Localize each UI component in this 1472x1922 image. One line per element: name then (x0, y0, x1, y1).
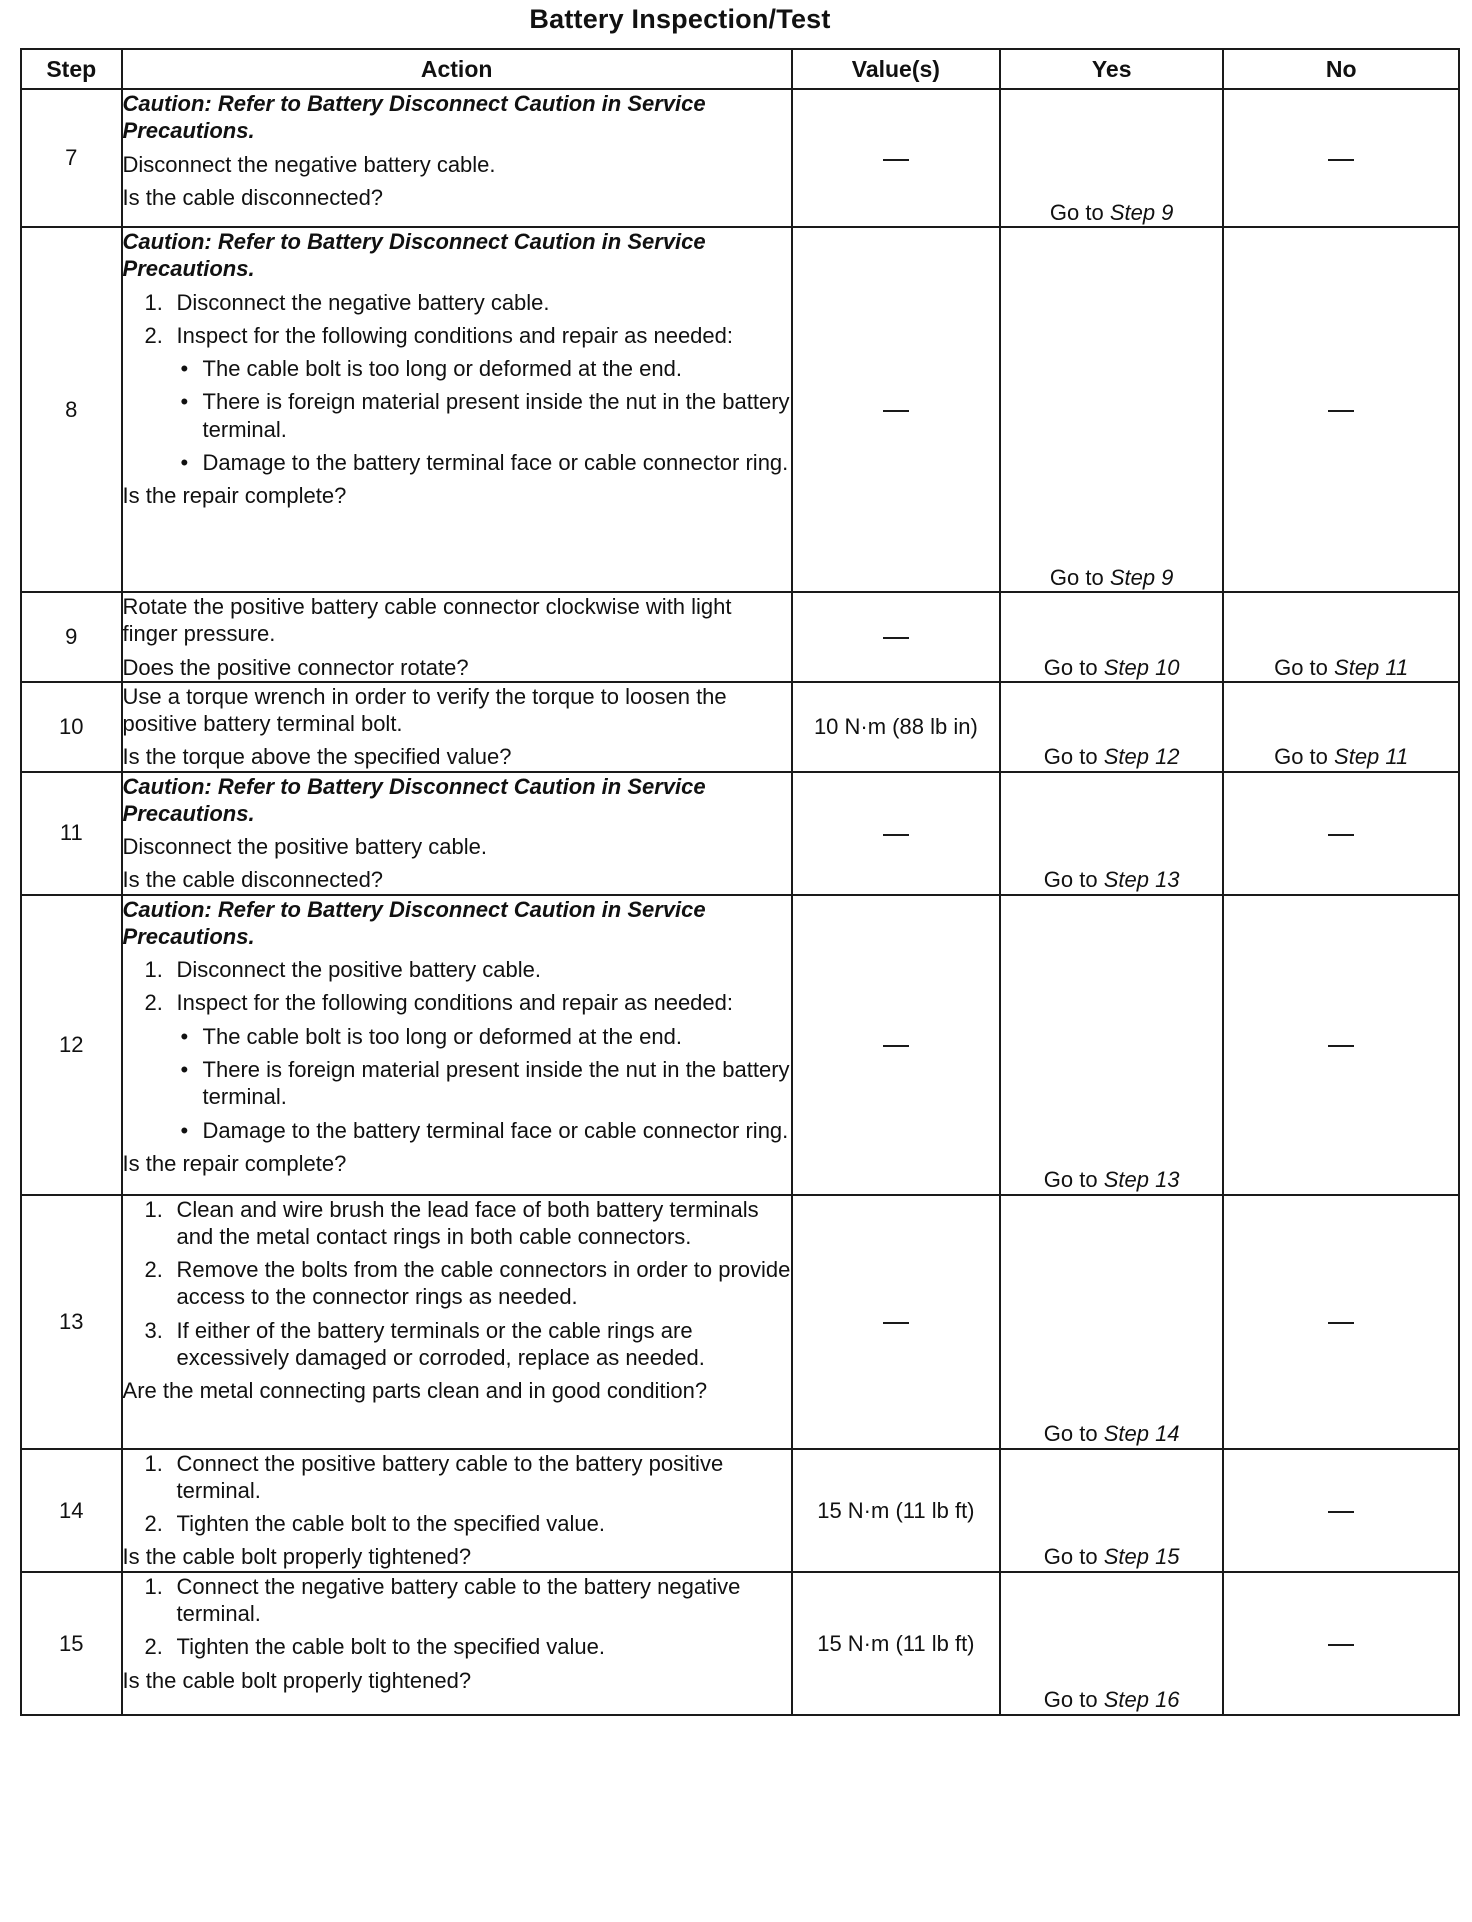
bullet-text: There is foreign material present inside the nut in the battery terminal. (202, 389, 790, 442)
no-cell (1223, 89, 1459, 227)
bullet-marker: • (180, 389, 189, 415)
caution-note: Caution: Refer to Battery Disconnect Caution in Service Precautions. (122, 773, 706, 826)
value-cell (792, 895, 1000, 1195)
yes-goto (1044, 1544, 1180, 1569)
goto-step-ref: Step 11 (1334, 654, 1409, 680)
value-cell (792, 682, 1000, 772)
action-cell (122, 682, 792, 772)
spec-value: 15 N·m (11 lb ft) (817, 1630, 975, 1656)
question-text: Is the torque above the specified value? (122, 744, 512, 770)
value-cell (792, 227, 1000, 592)
value-dash (883, 410, 909, 412)
item-text: Connect the negative battery cable to the battery negative terminal. (176, 1573, 741, 1626)
numbered-item (145, 322, 791, 349)
item-text: Inspect for the following conditions and repair as needed: (176, 990, 733, 1016)
table-row (21, 1572, 1459, 1715)
action-cell (122, 1449, 792, 1572)
item-text: Disconnect the positive battery cable. (176, 957, 541, 983)
step-number: 9 (21, 592, 122, 682)
goto-step-ref: Step 13 (1103, 1167, 1180, 1193)
item-text: Tighten the cable bolt to the specified value. (176, 1511, 605, 1537)
goto-step-ref: Step 15 (1103, 1544, 1180, 1570)
column-header-no: No (1223, 49, 1459, 89)
bullet-item (181, 1023, 791, 1050)
bullet-marker: • (180, 356, 189, 382)
no-cell (1223, 772, 1459, 895)
no-dash (1328, 410, 1354, 412)
value-dash (883, 637, 909, 639)
goto-prefix: Go to (1043, 1687, 1098, 1713)
question-text: Does the positive connector rotate? (122, 654, 469, 680)
yes-cell (1000, 1449, 1223, 1572)
action-cell (122, 227, 792, 592)
step-number: 12 (21, 895, 122, 1195)
step-number: 8 (21, 227, 122, 592)
caution-note: Caution: Refer to Battery Disconnect Caution in Service Precautions. (122, 91, 706, 144)
item-number: 3. (144, 1317, 163, 1343)
no-dash (1328, 159, 1354, 161)
yes-goto (1044, 1421, 1180, 1446)
no-goto (1274, 744, 1408, 769)
numbered-item (145, 956, 791, 983)
action-cell (122, 772, 792, 895)
yes-cell (1000, 1572, 1223, 1715)
table-row (21, 772, 1459, 895)
yes-goto (1044, 744, 1180, 769)
table-row (21, 895, 1459, 1195)
value-cell (792, 1572, 1000, 1715)
numbered-item (145, 289, 791, 316)
action-cell (122, 89, 792, 227)
table-header-row (21, 49, 1459, 89)
numbered-item (145, 989, 791, 1016)
bullet-item (181, 388, 791, 443)
value-dash (883, 1322, 909, 1324)
yes-goto (1044, 867, 1180, 892)
goto-step-ref: Step 12 (1103, 744, 1180, 770)
procedure-table (20, 48, 1460, 1716)
bullet-marker: • (180, 449, 189, 475)
spec-value: 15 N·m (11 lb ft) (817, 1497, 975, 1523)
goto-step-ref: Step 14 (1103, 1421, 1180, 1447)
no-cell (1223, 682, 1459, 772)
no-dash (1328, 1045, 1354, 1047)
item-number: 2. (144, 1634, 163, 1660)
question-text: Is the cable disconnected? (122, 184, 384, 210)
caution-note: Caution: Refer to Battery Disconnect Caution in Service Precautions. (122, 229, 706, 282)
value-dash (883, 159, 909, 161)
no-dash (1328, 1322, 1354, 1324)
action-text: Rotate the positive battery cable connector clockwise with light finger pressure. (122, 594, 732, 647)
bullet-item (181, 1117, 791, 1144)
item-number: 1. (144, 1196, 163, 1222)
goto-prefix: Go to (1043, 744, 1098, 770)
numbered-item (145, 1633, 791, 1660)
item-number: 1. (144, 289, 163, 315)
goto-prefix: Go to (1043, 1167, 1098, 1193)
value-cell (792, 772, 1000, 895)
numbered-item (145, 1450, 791, 1505)
item-text: Inspect for the following conditions and repair as needed: (176, 322, 733, 348)
step-number: 14 (21, 1449, 122, 1572)
spec-value: 10 N·m (88 lb in) (813, 714, 978, 740)
yes-cell (1000, 682, 1223, 772)
goto-step-ref: Step 13 (1103, 867, 1180, 893)
yes-cell (1000, 227, 1223, 592)
action-text: Disconnect the positive battery cable. (122, 834, 487, 860)
step-number: 11 (21, 772, 122, 895)
bullet-marker: • (180, 1117, 189, 1143)
table-body (21, 89, 1459, 1715)
item-text: Remove the bolts from the cable connectors in order to provide access to the connector rings as needed. (176, 1257, 791, 1310)
no-cell (1223, 592, 1459, 682)
bullet-text: Damage to the battery terminal face or cable connector ring. (202, 1117, 789, 1143)
item-number: 2. (144, 1257, 163, 1283)
table-row (21, 89, 1459, 227)
numbered-item (145, 1573, 791, 1628)
goto-prefix: Go to (1043, 1544, 1098, 1570)
goto-step-ref: Step 9 (1109, 564, 1174, 590)
goto-prefix: Go to (1043, 654, 1098, 680)
column-header-values: Value(s) (792, 49, 1000, 89)
table-row (21, 1195, 1459, 1449)
step-number: 15 (21, 1572, 122, 1715)
no-cell (1223, 1195, 1459, 1449)
column-header-yes: Yes (1000, 49, 1223, 89)
question-text: Is the cable disconnected? (122, 867, 384, 893)
table-row (21, 592, 1459, 682)
goto-prefix: Go to (1274, 654, 1328, 680)
no-goto (1274, 655, 1408, 680)
bullet-text: The cable bolt is too long or deformed at the end. (202, 356, 682, 382)
goto-step-ref: Step 16 (1103, 1687, 1180, 1713)
step-number: 10 (21, 682, 122, 772)
goto-step-ref: Step 10 (1103, 654, 1180, 680)
item-text: Tighten the cable bolt to the specified value. (176, 1634, 605, 1660)
question-text: Is the repair complete? (122, 1150, 347, 1176)
bullet-marker: • (180, 1056, 189, 1082)
yes-cell (1000, 772, 1223, 895)
no-cell (1223, 1572, 1459, 1715)
numbered-item (145, 1510, 791, 1537)
bullet-marker: • (180, 1023, 189, 1049)
table-row (21, 227, 1459, 592)
document-title: Battery Inspection/Test (529, 4, 831, 34)
step-number: 13 (21, 1195, 122, 1449)
bullet-item (181, 1056, 791, 1111)
item-number: 2. (144, 990, 163, 1016)
item-text: If either of the battery terminals or the cable rings are excessively damaged or corroded, replace as needed. (176, 1317, 705, 1370)
goto-prefix: Go to (1049, 199, 1104, 225)
no-cell (1223, 227, 1459, 592)
no-cell (1223, 1449, 1459, 1572)
item-text: Clean and wire brush the lead face of both battery terminals and the metal contact rings in both cable connectors. (176, 1196, 759, 1249)
item-text: Disconnect the negative battery cable. (176, 289, 550, 315)
action-cell (122, 895, 792, 1195)
item-number: 1. (144, 957, 163, 983)
question-text: Is the cable bolt properly tightened? (122, 1544, 472, 1570)
value-dash (883, 834, 909, 836)
table-row (21, 682, 1459, 772)
yes-goto (1044, 655, 1180, 680)
yes-goto (1050, 200, 1174, 225)
bullet-text: There is foreign material present inside the nut in the battery terminal. (202, 1056, 790, 1110)
action-cell (122, 1195, 792, 1449)
item-text: Connect the positive battery cable to the battery positive terminal. (176, 1450, 724, 1503)
goto-prefix: Go to (1049, 564, 1104, 590)
action-text: Use a torque wrench in order to verify the torque to loosen the positive battery terminal bolt. (122, 683, 727, 737)
question-text: Are the metal connecting parts clean and in good condition? (122, 1378, 708, 1404)
no-dash (1328, 1644, 1354, 1646)
no-dash (1328, 1511, 1354, 1513)
goto-prefix: Go to (1274, 744, 1328, 770)
action-text: Disconnect the negative battery cable. (122, 151, 496, 177)
bullet-item (181, 355, 791, 382)
yes-cell (1000, 1195, 1223, 1449)
yes-cell (1000, 89, 1223, 227)
column-header-step: Step (21, 49, 122, 89)
yes-cell (1000, 592, 1223, 682)
no-dash (1328, 834, 1354, 836)
yes-goto (1044, 1687, 1180, 1712)
step-number: 7 (21, 89, 122, 227)
item-number: 2. (144, 1511, 163, 1537)
question-text: Is the repair complete? (122, 483, 347, 509)
numbered-item (145, 1317, 791, 1372)
question-text: Is the cable bolt properly tightened? (122, 1667, 472, 1693)
value-cell (792, 89, 1000, 227)
column-header-action: Action (122, 49, 792, 89)
numbered-item (145, 1196, 791, 1251)
goto-prefix: Go to (1043, 867, 1098, 893)
bullet-item (181, 449, 791, 476)
value-dash (883, 1045, 909, 1047)
item-number: 1. (144, 1450, 163, 1476)
yes-cell (1000, 895, 1223, 1195)
item-number: 2. (144, 322, 163, 348)
value-cell (792, 592, 1000, 682)
value-cell (792, 1195, 1000, 1449)
goto-prefix: Go to (1043, 1421, 1098, 1447)
value-cell (792, 1449, 1000, 1572)
goto-step-ref: Step 11 (1334, 744, 1409, 770)
no-cell (1223, 895, 1459, 1195)
bullet-text: Damage to the battery terminal face or cable connector ring. (202, 449, 789, 475)
numbered-item (145, 1256, 791, 1311)
bullet-text: The cable bolt is too long or deformed at the end. (202, 1023, 682, 1049)
table-row (21, 1449, 1459, 1572)
goto-step-ref: Step 9 (1109, 199, 1174, 225)
yes-goto (1050, 565, 1174, 590)
yes-goto (1044, 1167, 1180, 1192)
action-cell (122, 1572, 792, 1715)
caution-note: Caution: Refer to Battery Disconnect Caution in Service Precautions. (122, 896, 706, 949)
action-cell (122, 592, 792, 682)
item-number: 1. (144, 1573, 163, 1599)
